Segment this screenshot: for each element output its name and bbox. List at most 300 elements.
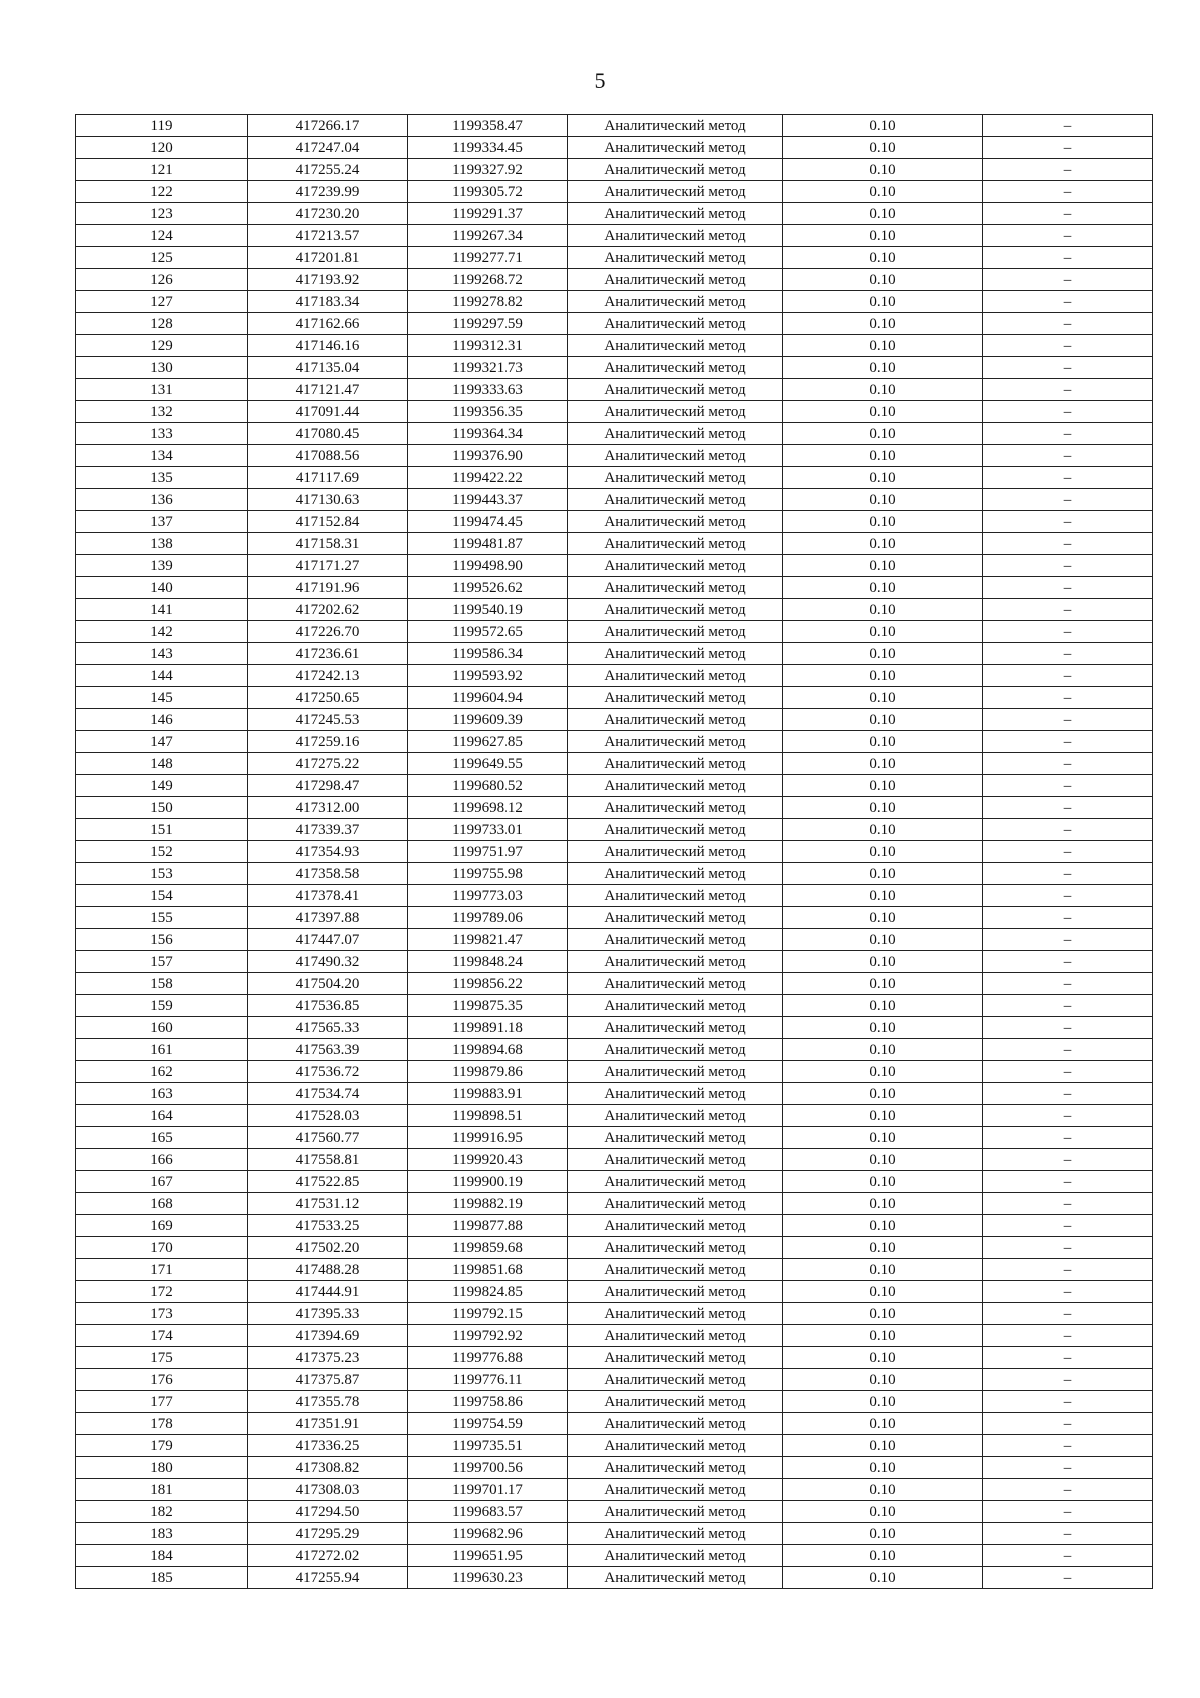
method-cell: Аналитический метод xyxy=(568,819,783,841)
accuracy-cell: 0.10 xyxy=(783,1435,983,1457)
y-coordinate-cell: 1199364.34 xyxy=(408,423,568,445)
x-coordinate-cell: 417266.17 xyxy=(248,115,408,137)
accuracy-cell: 0.10 xyxy=(783,1017,983,1039)
coordinates-table xyxy=(75,114,1153,1589)
description-cell: – xyxy=(983,1237,1153,1259)
y-coordinate-cell: 1199333.63 xyxy=(408,379,568,401)
x-coordinate-cell: 417080.45 xyxy=(248,423,408,445)
table-row xyxy=(76,1017,1153,1039)
point-number-cell: 128 xyxy=(76,313,248,335)
method-cell: Аналитический метод xyxy=(568,1325,783,1347)
y-coordinate-cell: 1199856.22 xyxy=(408,973,568,995)
accuracy-cell: 0.10 xyxy=(783,423,983,445)
table-row xyxy=(76,929,1153,951)
method-cell: Аналитический метод xyxy=(568,1347,783,1369)
x-coordinate-cell: 417146.16 xyxy=(248,335,408,357)
point-number-cell: 144 xyxy=(76,665,248,687)
x-coordinate-cell: 417250.65 xyxy=(248,687,408,709)
point-number-cell: 160 xyxy=(76,1017,248,1039)
description-cell: – xyxy=(983,1215,1153,1237)
x-coordinate-cell: 417395.33 xyxy=(248,1303,408,1325)
method-cell: Аналитический метод xyxy=(568,841,783,863)
method-cell: Аналитический метод xyxy=(568,1281,783,1303)
description-cell: – xyxy=(983,621,1153,643)
accuracy-cell: 0.10 xyxy=(783,577,983,599)
point-number-cell: 181 xyxy=(76,1479,248,1501)
accuracy-cell: 0.10 xyxy=(783,335,983,357)
accuracy-cell: 0.10 xyxy=(783,885,983,907)
x-coordinate-cell: 417294.50 xyxy=(248,1501,408,1523)
description-cell: – xyxy=(983,775,1153,797)
description-cell: – xyxy=(983,1523,1153,1545)
point-number-cell: 133 xyxy=(76,423,248,445)
x-coordinate-cell: 417088.56 xyxy=(248,445,408,467)
accuracy-cell: 0.10 xyxy=(783,115,983,137)
description-cell: – xyxy=(983,1171,1153,1193)
method-cell: Аналитический метод xyxy=(568,203,783,225)
x-coordinate-cell: 417447.07 xyxy=(248,929,408,951)
description-cell: – xyxy=(983,1259,1153,1281)
description-cell: – xyxy=(983,1479,1153,1501)
y-coordinate-cell: 1199474.45 xyxy=(408,511,568,533)
y-coordinate-cell: 1199733.01 xyxy=(408,819,568,841)
x-coordinate-cell: 417531.12 xyxy=(248,1193,408,1215)
table-row xyxy=(76,115,1153,137)
accuracy-cell: 0.10 xyxy=(783,225,983,247)
accuracy-cell: 0.10 xyxy=(783,489,983,511)
method-cell: Аналитический метод xyxy=(568,1039,783,1061)
method-cell: Аналитический метод xyxy=(568,533,783,555)
accuracy-cell: 0.10 xyxy=(783,1061,983,1083)
x-coordinate-cell: 417490.32 xyxy=(248,951,408,973)
method-cell: Аналитический метод xyxy=(568,929,783,951)
y-coordinate-cell: 1199604.94 xyxy=(408,687,568,709)
x-coordinate-cell: 417183.34 xyxy=(248,291,408,313)
accuracy-cell: 0.10 xyxy=(783,1369,983,1391)
table-row xyxy=(76,731,1153,753)
description-cell: – xyxy=(983,863,1153,885)
method-cell: Аналитический метод xyxy=(568,1061,783,1083)
method-cell: Аналитический метод xyxy=(568,665,783,687)
table-row xyxy=(76,1325,1153,1347)
description-cell: – xyxy=(983,181,1153,203)
method-cell: Аналитический метод xyxy=(568,555,783,577)
accuracy-cell: 0.10 xyxy=(783,181,983,203)
x-coordinate-cell: 417236.61 xyxy=(248,643,408,665)
description-cell: – xyxy=(983,489,1153,511)
point-number-cell: 158 xyxy=(76,973,248,995)
point-number-cell: 155 xyxy=(76,907,248,929)
y-coordinate-cell: 1199481.87 xyxy=(408,533,568,555)
description-cell: – xyxy=(983,1303,1153,1325)
y-coordinate-cell: 1199526.62 xyxy=(408,577,568,599)
table-row xyxy=(76,621,1153,643)
point-number-cell: 179 xyxy=(76,1435,248,1457)
x-coordinate-cell: 417563.39 xyxy=(248,1039,408,1061)
y-coordinate-cell: 1199898.51 xyxy=(408,1105,568,1127)
point-number-cell: 164 xyxy=(76,1105,248,1127)
description-cell: – xyxy=(983,115,1153,137)
y-coordinate-cell: 1199312.31 xyxy=(408,335,568,357)
description-cell: – xyxy=(983,291,1153,313)
method-cell: Аналитический метод xyxy=(568,1127,783,1149)
x-coordinate-cell: 417534.74 xyxy=(248,1083,408,1105)
accuracy-cell: 0.10 xyxy=(783,1567,983,1589)
point-number-cell: 146 xyxy=(76,709,248,731)
table-row xyxy=(76,1281,1153,1303)
description-cell: – xyxy=(983,1105,1153,1127)
description-cell: – xyxy=(983,1149,1153,1171)
method-cell: Аналитический метод xyxy=(568,621,783,643)
accuracy-cell: 0.10 xyxy=(783,731,983,753)
y-coordinate-cell: 1199498.90 xyxy=(408,555,568,577)
point-number-cell: 134 xyxy=(76,445,248,467)
point-number-cell: 156 xyxy=(76,929,248,951)
accuracy-cell: 0.10 xyxy=(783,291,983,313)
method-cell: Аналитический метод xyxy=(568,401,783,423)
x-coordinate-cell: 417504.20 xyxy=(248,973,408,995)
table-row xyxy=(76,1567,1153,1589)
description-cell: – xyxy=(983,247,1153,269)
method-cell: Аналитический метод xyxy=(568,1501,783,1523)
method-cell: Аналитический метод xyxy=(568,379,783,401)
accuracy-cell: 0.10 xyxy=(783,797,983,819)
description-cell: – xyxy=(983,159,1153,181)
accuracy-cell: 0.10 xyxy=(783,775,983,797)
accuracy-cell: 0.10 xyxy=(783,1193,983,1215)
table-row xyxy=(76,1215,1153,1237)
method-cell: Аналитический метод xyxy=(568,115,783,137)
y-coordinate-cell: 1199875.35 xyxy=(408,995,568,1017)
y-coordinate-cell: 1199278.82 xyxy=(408,291,568,313)
accuracy-cell: 0.10 xyxy=(783,1105,983,1127)
point-number-cell: 124 xyxy=(76,225,248,247)
description-cell: – xyxy=(983,687,1153,709)
x-coordinate-cell: 417375.87 xyxy=(248,1369,408,1391)
x-coordinate-cell: 417226.70 xyxy=(248,621,408,643)
table-row xyxy=(76,555,1153,577)
point-number-cell: 122 xyxy=(76,181,248,203)
y-coordinate-cell: 1199882.19 xyxy=(408,1193,568,1215)
accuracy-cell: 0.10 xyxy=(783,511,983,533)
table-row xyxy=(76,291,1153,313)
method-cell: Аналитический метод xyxy=(568,137,783,159)
point-number-cell: 166 xyxy=(76,1149,248,1171)
table-row xyxy=(76,1479,1153,1501)
x-coordinate-cell: 417312.00 xyxy=(248,797,408,819)
accuracy-cell: 0.10 xyxy=(783,137,983,159)
x-coordinate-cell: 417193.92 xyxy=(248,269,408,291)
x-coordinate-cell: 417528.03 xyxy=(248,1105,408,1127)
accuracy-cell: 0.10 xyxy=(783,533,983,555)
accuracy-cell: 0.10 xyxy=(783,841,983,863)
table-row xyxy=(76,313,1153,335)
x-coordinate-cell: 417308.82 xyxy=(248,1457,408,1479)
table-row xyxy=(76,401,1153,423)
y-coordinate-cell: 1199891.18 xyxy=(408,1017,568,1039)
point-number-cell: 168 xyxy=(76,1193,248,1215)
description-cell: – xyxy=(983,1017,1153,1039)
y-coordinate-cell: 1199443.37 xyxy=(408,489,568,511)
method-cell: Аналитический метод xyxy=(568,1017,783,1039)
description-cell: – xyxy=(983,973,1153,995)
x-coordinate-cell: 417488.28 xyxy=(248,1259,408,1281)
method-cell: Аналитический метод xyxy=(568,335,783,357)
x-coordinate-cell: 417213.57 xyxy=(248,225,408,247)
point-number-cell: 121 xyxy=(76,159,248,181)
method-cell: Аналитический метод xyxy=(568,863,783,885)
method-cell: Аналитический метод xyxy=(568,1259,783,1281)
point-number-cell: 145 xyxy=(76,687,248,709)
x-coordinate-cell: 417247.04 xyxy=(248,137,408,159)
method-cell: Аналитический метод xyxy=(568,797,783,819)
point-number-cell: 120 xyxy=(76,137,248,159)
table-row xyxy=(76,1369,1153,1391)
table-row xyxy=(76,203,1153,225)
point-number-cell: 147 xyxy=(76,731,248,753)
point-number-cell: 131 xyxy=(76,379,248,401)
table-row xyxy=(76,1545,1153,1567)
x-coordinate-cell: 417536.85 xyxy=(248,995,408,1017)
y-coordinate-cell: 1199356.35 xyxy=(408,401,568,423)
method-cell: Аналитический метод xyxy=(568,687,783,709)
x-coordinate-cell: 417117.69 xyxy=(248,467,408,489)
description-cell: – xyxy=(983,819,1153,841)
accuracy-cell: 0.10 xyxy=(783,819,983,841)
point-number-cell: 125 xyxy=(76,247,248,269)
y-coordinate-cell: 1199824.85 xyxy=(408,1281,568,1303)
method-cell: Аналитический метод xyxy=(568,753,783,775)
table-row xyxy=(76,159,1153,181)
method-cell: Аналитический метод xyxy=(568,159,783,181)
table-row xyxy=(76,137,1153,159)
accuracy-cell: 0.10 xyxy=(783,951,983,973)
method-cell: Аналитический метод xyxy=(568,313,783,335)
description-cell: – xyxy=(983,401,1153,423)
point-number-cell: 170 xyxy=(76,1237,248,1259)
description-cell: – xyxy=(983,137,1153,159)
method-cell: Аналитический метод xyxy=(568,225,783,247)
accuracy-cell: 0.10 xyxy=(783,1281,983,1303)
description-cell: – xyxy=(983,951,1153,973)
table-row xyxy=(76,1237,1153,1259)
method-cell: Аналитический метод xyxy=(568,995,783,1017)
description-cell: – xyxy=(983,929,1153,951)
point-number-cell: 180 xyxy=(76,1457,248,1479)
accuracy-cell: 0.10 xyxy=(783,1171,983,1193)
description-cell: – xyxy=(983,643,1153,665)
description-cell: – xyxy=(983,753,1153,775)
method-cell: Аналитический метод xyxy=(568,1567,783,1589)
description-cell: – xyxy=(983,907,1153,929)
description-cell: – xyxy=(983,599,1153,621)
point-number-cell: 150 xyxy=(76,797,248,819)
method-cell: Аналитический метод xyxy=(568,1523,783,1545)
table-row xyxy=(76,1039,1153,1061)
method-cell: Аналитический метод xyxy=(568,1083,783,1105)
accuracy-cell: 0.10 xyxy=(783,1237,983,1259)
y-coordinate-cell: 1199327.92 xyxy=(408,159,568,181)
x-coordinate-cell: 417397.88 xyxy=(248,907,408,929)
table-row xyxy=(76,907,1153,929)
method-cell: Аналитический метод xyxy=(568,1149,783,1171)
x-coordinate-cell: 417502.20 xyxy=(248,1237,408,1259)
description-cell: – xyxy=(983,1413,1153,1435)
point-number-cell: 167 xyxy=(76,1171,248,1193)
y-coordinate-cell: 1199792.92 xyxy=(408,1325,568,1347)
table-row xyxy=(76,1061,1153,1083)
method-cell: Аналитический метод xyxy=(568,511,783,533)
point-number-cell: 162 xyxy=(76,1061,248,1083)
y-coordinate-cell: 1199859.68 xyxy=(408,1237,568,1259)
table-row xyxy=(76,1435,1153,1457)
y-coordinate-cell: 1199651.95 xyxy=(408,1545,568,1567)
method-cell: Аналитический метод xyxy=(568,1391,783,1413)
point-number-cell: 138 xyxy=(76,533,248,555)
y-coordinate-cell: 1199789.06 xyxy=(408,907,568,929)
point-number-cell: 153 xyxy=(76,863,248,885)
description-cell: – xyxy=(983,379,1153,401)
y-coordinate-cell: 1199920.43 xyxy=(408,1149,568,1171)
accuracy-cell: 0.10 xyxy=(783,1545,983,1567)
accuracy-cell: 0.10 xyxy=(783,203,983,225)
point-number-cell: 157 xyxy=(76,951,248,973)
table-row xyxy=(76,1457,1153,1479)
point-number-cell: 154 xyxy=(76,885,248,907)
point-number-cell: 177 xyxy=(76,1391,248,1413)
x-coordinate-cell: 417201.81 xyxy=(248,247,408,269)
x-coordinate-cell: 417158.31 xyxy=(248,533,408,555)
table-row xyxy=(76,951,1153,973)
table-row xyxy=(76,995,1153,1017)
y-coordinate-cell: 1199680.52 xyxy=(408,775,568,797)
method-cell: Аналитический метод xyxy=(568,907,783,929)
y-coordinate-cell: 1199879.86 xyxy=(408,1061,568,1083)
description-cell: – xyxy=(983,1281,1153,1303)
point-number-cell: 141 xyxy=(76,599,248,621)
y-coordinate-cell: 1199700.56 xyxy=(408,1457,568,1479)
table-row xyxy=(76,357,1153,379)
x-coordinate-cell: 417202.62 xyxy=(248,599,408,621)
method-cell: Аналитический метод xyxy=(568,357,783,379)
y-coordinate-cell: 1199883.91 xyxy=(408,1083,568,1105)
method-cell: Аналитический метод xyxy=(568,599,783,621)
y-coordinate-cell: 1199321.73 xyxy=(408,357,568,379)
x-coordinate-cell: 417295.29 xyxy=(248,1523,408,1545)
table-row xyxy=(76,753,1153,775)
x-coordinate-cell: 417255.94 xyxy=(248,1567,408,1589)
method-cell: Аналитический метод xyxy=(568,1237,783,1259)
method-cell: Аналитический метод xyxy=(568,731,783,753)
point-number-cell: 129 xyxy=(76,335,248,357)
description-cell: – xyxy=(983,577,1153,599)
y-coordinate-cell: 1199376.90 xyxy=(408,445,568,467)
table-row xyxy=(76,1127,1153,1149)
description-cell: – xyxy=(983,1501,1153,1523)
point-number-cell: 161 xyxy=(76,1039,248,1061)
description-cell: – xyxy=(983,1325,1153,1347)
x-coordinate-cell: 417375.23 xyxy=(248,1347,408,1369)
accuracy-cell: 0.10 xyxy=(783,1039,983,1061)
description-cell: – xyxy=(983,885,1153,907)
x-coordinate-cell: 417355.78 xyxy=(248,1391,408,1413)
x-coordinate-cell: 417308.03 xyxy=(248,1479,408,1501)
description-cell: – xyxy=(983,533,1153,555)
accuracy-cell: 0.10 xyxy=(783,1479,983,1501)
y-coordinate-cell: 1199776.88 xyxy=(408,1347,568,1369)
y-coordinate-cell: 1199851.68 xyxy=(408,1259,568,1281)
table-row xyxy=(76,687,1153,709)
table-row xyxy=(76,1501,1153,1523)
x-coordinate-cell: 417565.33 xyxy=(248,1017,408,1039)
x-coordinate-cell: 417444.91 xyxy=(248,1281,408,1303)
point-number-cell: 132 xyxy=(76,401,248,423)
table-row xyxy=(76,181,1153,203)
y-coordinate-cell: 1199593.92 xyxy=(408,665,568,687)
method-cell: Аналитический метод xyxy=(568,643,783,665)
accuracy-cell: 0.10 xyxy=(783,1127,983,1149)
accuracy-cell: 0.10 xyxy=(783,555,983,577)
y-coordinate-cell: 1199305.72 xyxy=(408,181,568,203)
method-cell: Аналитический метод xyxy=(568,1479,783,1501)
description-cell: – xyxy=(983,313,1153,335)
y-coordinate-cell: 1199916.95 xyxy=(408,1127,568,1149)
y-coordinate-cell: 1199682.96 xyxy=(408,1523,568,1545)
y-coordinate-cell: 1199701.17 xyxy=(408,1479,568,1501)
accuracy-cell: 0.10 xyxy=(783,1523,983,1545)
accuracy-cell: 0.10 xyxy=(783,467,983,489)
accuracy-cell: 0.10 xyxy=(783,1501,983,1523)
x-coordinate-cell: 417533.25 xyxy=(248,1215,408,1237)
table-row xyxy=(76,863,1153,885)
table-row xyxy=(76,467,1153,489)
point-number-cell: 185 xyxy=(76,1567,248,1589)
y-coordinate-cell: 1199268.72 xyxy=(408,269,568,291)
x-coordinate-cell: 417351.91 xyxy=(248,1413,408,1435)
method-cell: Аналитический метод xyxy=(568,1369,783,1391)
x-coordinate-cell: 417135.04 xyxy=(248,357,408,379)
accuracy-cell: 0.10 xyxy=(783,1413,983,1435)
y-coordinate-cell: 1199630.23 xyxy=(408,1567,568,1589)
x-coordinate-cell: 417162.66 xyxy=(248,313,408,335)
description-cell: – xyxy=(983,225,1153,247)
point-number-cell: 174 xyxy=(76,1325,248,1347)
point-number-cell: 136 xyxy=(76,489,248,511)
table-row xyxy=(76,335,1153,357)
point-number-cell: 151 xyxy=(76,819,248,841)
y-coordinate-cell: 1199297.59 xyxy=(408,313,568,335)
x-coordinate-cell: 417239.99 xyxy=(248,181,408,203)
accuracy-cell: 0.10 xyxy=(783,1259,983,1281)
accuracy-cell: 0.10 xyxy=(783,995,983,1017)
accuracy-cell: 0.10 xyxy=(783,357,983,379)
x-coordinate-cell: 417298.47 xyxy=(248,775,408,797)
accuracy-cell: 0.10 xyxy=(783,665,983,687)
point-number-cell: 171 xyxy=(76,1259,248,1281)
point-number-cell: 130 xyxy=(76,357,248,379)
table-row xyxy=(76,1523,1153,1545)
method-cell: Аналитический метод xyxy=(568,1413,783,1435)
method-cell: Аналитический метод xyxy=(568,709,783,731)
x-coordinate-cell: 417171.27 xyxy=(248,555,408,577)
method-cell: Аналитический метод xyxy=(568,423,783,445)
x-coordinate-cell: 417255.24 xyxy=(248,159,408,181)
x-coordinate-cell: 417354.93 xyxy=(248,841,408,863)
description-cell: – xyxy=(983,841,1153,863)
x-coordinate-cell: 417358.58 xyxy=(248,863,408,885)
x-coordinate-cell: 417378.41 xyxy=(248,885,408,907)
table-row xyxy=(76,489,1153,511)
